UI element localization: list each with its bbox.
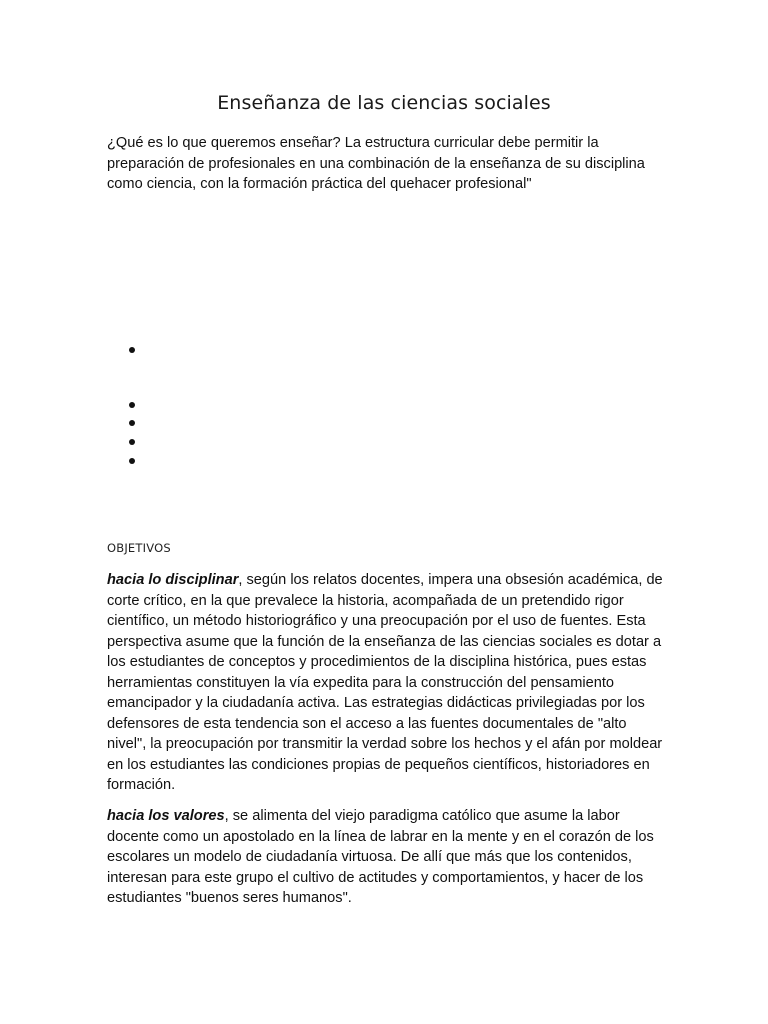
bullet-point bbox=[129, 347, 135, 353]
bullet-point bbox=[129, 458, 135, 464]
bullet-point bbox=[129, 420, 135, 426]
bullet-point bbox=[129, 439, 135, 445]
paragraph-lead: hacia lo disciplinar bbox=[107, 572, 239, 588]
paragraph-lead: hacia los valores bbox=[107, 808, 225, 824]
paragraph-body: , según los relatos docentes, impera una obsesión académica, de corte crítico, en la que prevalece la historia, acompañada de un pretendido rigor científico, un método historiográfico y una preocupación por el uso de fuentes. Esta perspectiva asume que la función de la enseñanza de las ciencias sociales es dotar a los estudiantes de conceptos y procedimientos de la disciplina histórica, pues estas herramientas constituyen la vía expedita para la construcción del pensamiento emancipador y la ciudadanía activa. Las estrategias didácticas privilegiadas por los defensores de esta tendencia son el acceso a las fuentes documentales de "alto nivel", la preocupación por transmitir la verdad sobre los hechos y el afán por moldear en los estudiantes las condiciones propias de pequeños científicos, historiadores en formación. bbox=[107, 572, 663, 793]
paragraph-body: , se alimenta del viejo paradigma católico que asume la labor docente como un apostolado en la línea de labrar en la mente y en el corazón de los escolares un modelo de ciudadanía virtuosa. De allí que más que los contenidos, interesan para este grupo el cultivo de actitudes y comportamientos, y hacer de los estudiantes "buenos seres humanos". bbox=[107, 808, 654, 906]
bullet-point bbox=[129, 402, 135, 408]
section-heading-objetivos: OBJETIVOS bbox=[107, 541, 171, 555]
document-title: Enseñanza de las ciencias sociales bbox=[217, 92, 551, 114]
paragraph-valores bbox=[107, 806, 667, 909]
paragraph-disciplinar bbox=[107, 570, 667, 796]
intro-paragraph: ¿Qué es lo que queremos enseñar? La estructura curricular debe permitir la preparación de profesionales en una combinación de la enseñanza de su disciplina como ciencia, con la formación práctica del quehacer profesional" bbox=[107, 135, 645, 192]
